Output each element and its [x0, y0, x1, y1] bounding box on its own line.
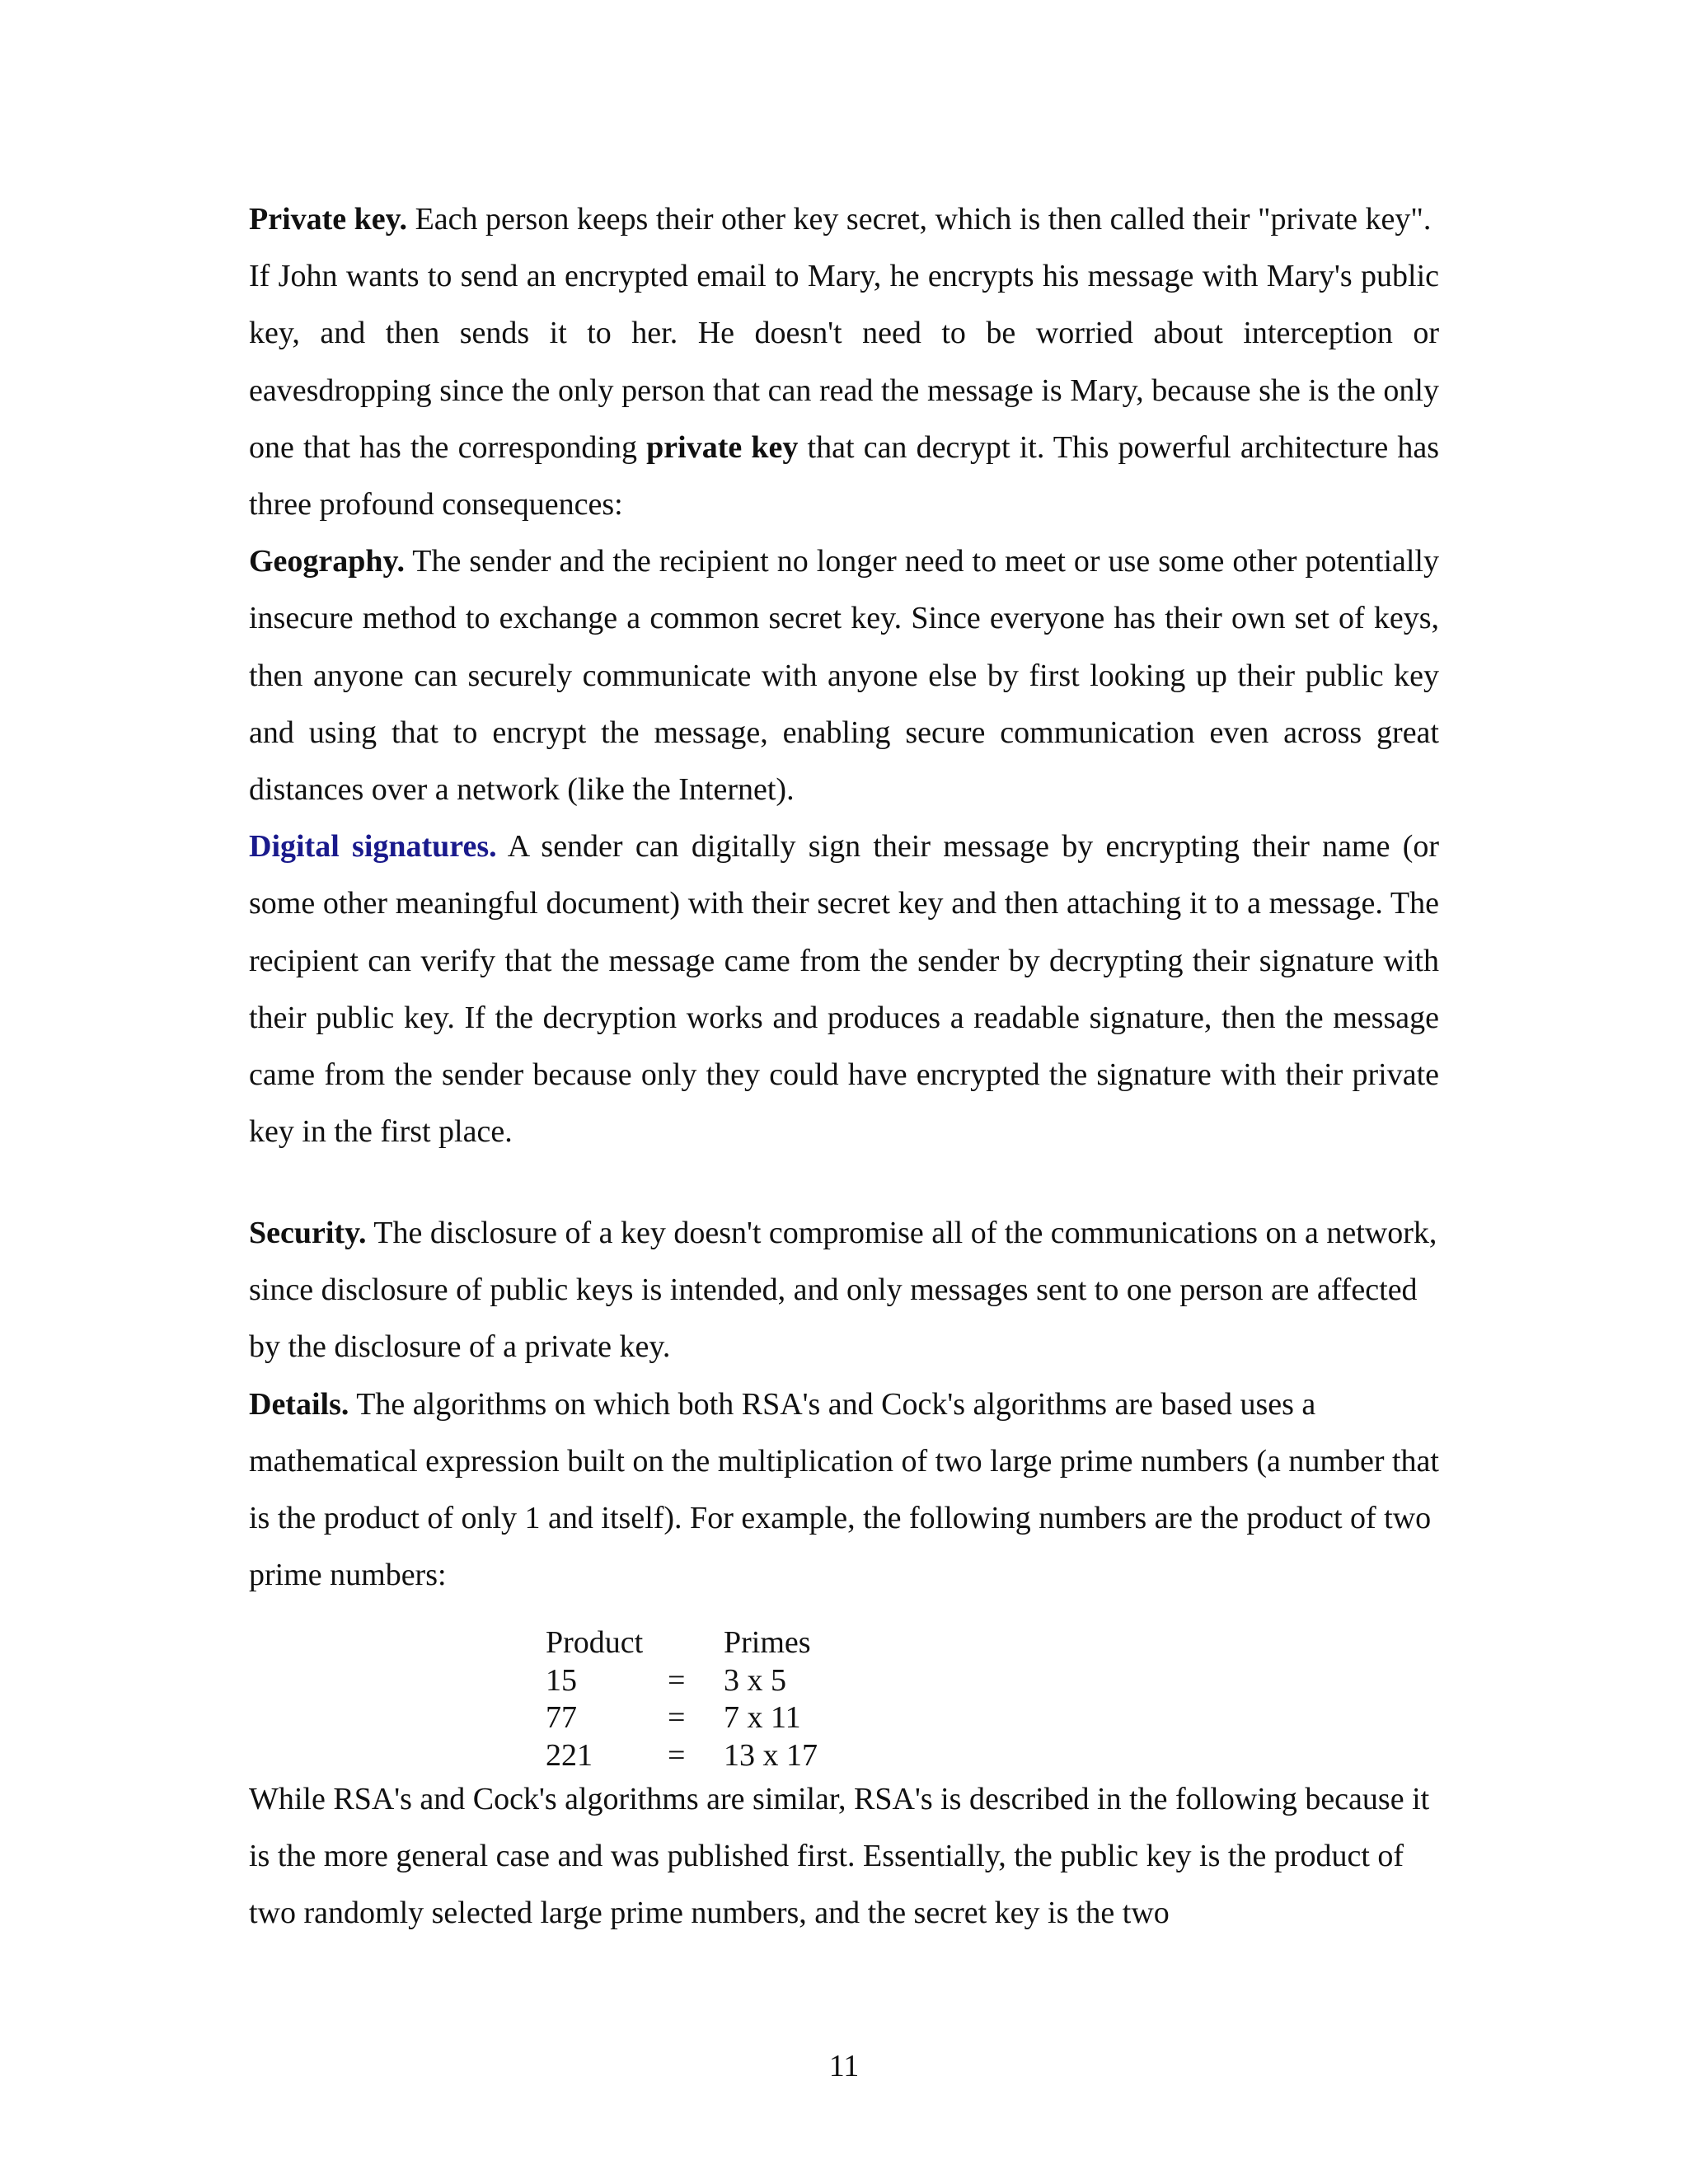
equals-cell: =: [668, 1662, 686, 1698]
equals-cell: =: [668, 1737, 686, 1773]
body-text-bottom: [249, 1771, 1439, 1943]
details-text: The algorithms on which both RSA's and Cock's algorithms are based uses a mathematical expression built on the multiplication of two large prime numbers (a number that is the product of only 1 and itself). For example, the following numbers are the product of two prime numbers:: [249, 1386, 1439, 1593]
header-spacer: [668, 1624, 724, 1662]
product-cell: 77: [546, 1700, 577, 1735]
john-text-before: If John wants to send an encrypted email to Mary, he encrypts his message with Mary's public key, and then sends it to her. He doesn't need to be worried about interception or eavesdropping since the only person that can read the message is Mary, because she is the only one that has the corresponding: [249, 259, 1439, 465]
primes-cell: 3 x 5: [724, 1662, 786, 1698]
equals-cell: =: [668, 1700, 686, 1735]
paragraph-private-key: [249, 191, 1439, 248]
security-text: The disclosure of a key doesn't compromise all of the communications on a network, since disclosure of public keys is intended, and only messages sent to one person are affected by the disclosure of a private key.: [249, 1216, 1437, 1365]
product-cell: 221: [546, 1737, 593, 1773]
digital-signatures-text: A sender can digitally sign their message by encrypting their name (or some other meaningful document) with their secret key and then attaching it to a message. The recipient can verify that the message came from the sender by decrypting their signature with their public key. If the decryption works and produces a readable signature, then the message came from the sender because only they could have encrypted the signature with their private key in the first place.: [249, 829, 1440, 1150]
table-row: [546, 1699, 889, 1737]
body-text-middle: [249, 1205, 1439, 1604]
paragraph-security: [249, 1205, 1439, 1376]
table-row: [546, 1737, 889, 1775]
paragraph-john-example: [249, 248, 1439, 533]
term-geography: Geography.: [249, 544, 405, 579]
term-digital-signatures-link[interactable]: Digital signatures.: [249, 829, 497, 865]
body-text-top: [249, 191, 1439, 1160]
john-text-after: that can decrypt it. This powerful architecture has three profound consequences:: [249, 429, 1439, 523]
table-row: [546, 1662, 889, 1700]
paragraph-details: [249, 1376, 1439, 1605]
primes-cell: 13 x 17: [724, 1737, 818, 1773]
page-number: 11: [828, 2049, 860, 2083]
term-details: Details.: [249, 1386, 349, 1422]
geography-text: The sender and the recipient no longer need to meet or use some other potentially insecure method to exchange a common secret key. Since everyone has their own set of keys, then anyone can securely communicate with anyone else by first looking up their public key and using that to encrypt the message, enabling secure communication even across great distances over a network (like the Internet).: [249, 544, 1439, 808]
paragraph-digital-signatures: [249, 818, 1439, 1160]
private-key-text: Each person keeps their other key secret, which is then called their "private key".: [407, 202, 1432, 237]
header-primes: Primes: [724, 1625, 811, 1660]
john-bold-private-key: private key: [646, 429, 799, 465]
table-header-row: [546, 1624, 889, 1662]
product-cell: 15: [546, 1662, 577, 1698]
primes-table: [546, 1624, 889, 1774]
header-product: Product: [546, 1625, 644, 1660]
term-private-key: Private key.: [249, 202, 408, 237]
term-security: Security.: [249, 1216, 367, 1250]
paragraph-geography: [249, 533, 1439, 818]
paragraph-rsa: While RSA's and Cock's algorithms are similar, RSA's is described in the following because it is the more general case and was published first. Essentially, the public key is the product of two randomly selected large prime numbers, and the secret key is the two: [249, 1782, 1430, 1931]
primes-cell: 7 x 11: [724, 1700, 801, 1735]
